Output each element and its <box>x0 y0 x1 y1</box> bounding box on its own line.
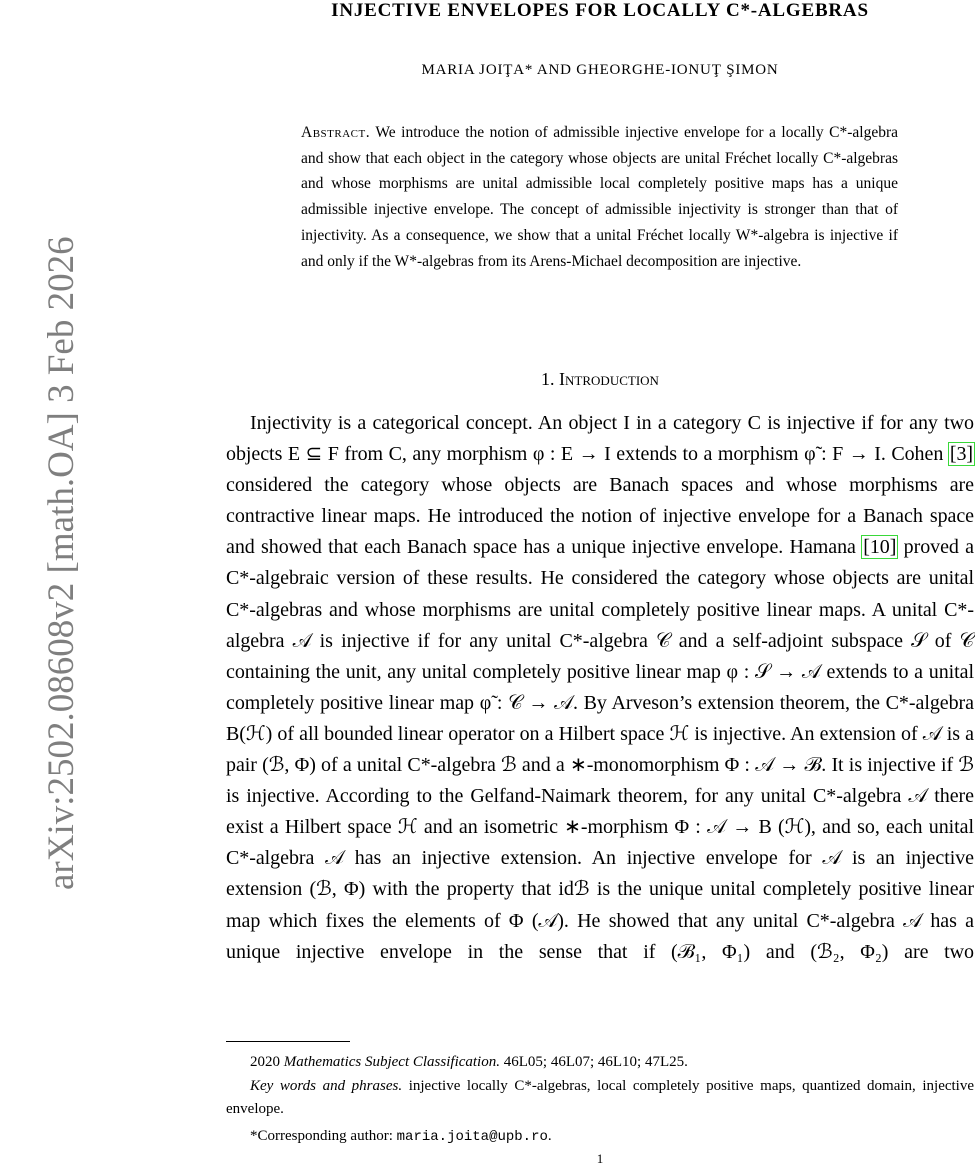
paragraph-text: considered the category whose objects are Banach spaces and whose morphisms are contractive linear maps. He introduced the notion of injective envelope for a Banach space and showed that each Banach space has a unique injective envelope. Hamana <box>226 474 974 559</box>
page-number: 1 <box>596 1151 604 1166</box>
citation-link[interactable]: [3] <box>949 443 973 466</box>
footnote-keywords <box>226 1075 974 1122</box>
keywords-label: Key words and phrases. <box>250 1077 403 1094</box>
msc-year: 2020 <box>250 1054 280 1070</box>
footnote-msc <box>226 1051 974 1075</box>
footnote-corresponding <box>226 1125 974 1150</box>
paper-title: INJECTIVE ENVELOPES FOR LOCALLY C*-ALGEBRAS <box>331 0 869 21</box>
citation-link[interactable]: [10] <box>863 536 897 559</box>
keywords-text: injective locally C*-algebras, local completely positive maps, quantized domain, injective envelope. <box>226 1077 974 1117</box>
corresponding-label: *Corresponding author: <box>250 1127 393 1144</box>
footnotes <box>226 1051 974 1149</box>
introduction-paragraph <box>226 408 974 968</box>
paragraph-text: proved a C*-algebraic version of these results. He considered the category whose objects are unital C*-algebras and whose morphisms are unital completely positive linear maps. A unital C*-algebra 𝒜 is injective if for any unital C*-algebra 𝒞 and a self-adjoint subspace 𝒮 of 𝒞 containing the unit, any unital completely positive linear map φ : 𝒮 → 𝒜 extends to a unital completely positive linear map φ̃ : 𝒞 → 𝒜. By Arveson’s extension theorem, the C*-algebra B(ℋ) of all bounded linear operator on a Hilbert space ℋ is injective. An extension of 𝒜 is a pair (ℬ, Φ) of a unital C*-algebra ℬ and a ∗-monomorphism Φ : 𝒜 → ℬ. It is injective if ℬ is injective. According to the Gelfand-Naimark theorem, for any unital C*-algebra 𝒜 there exist a Hilbert space ℋ and an isometric ∗-morphism Φ : 𝒜 → B (ℋ), and so, each unital C*-algebra 𝒜 has an injective extension. An injective envelope for 𝒜 is an injective extension (ℬ, Φ) with the property that idℬ is the unique unital completely positive linear map which fixes the elements of Φ (𝒜). He showed that any unital C*-algebra 𝒜 has a unique injective envelope in the sense that if (ℬ₁, Φ₁) and (ℬ₂, Φ₂) are two <box>226 536 975 963</box>
paper-authors: MARIA JOIŢA* AND GHEORGHE-IONUŢ ŞIMON <box>421 62 779 78</box>
arxiv-identifier: arXiv:2502.08608v2 [math.OA] 3 Feb 2026 <box>41 236 82 890</box>
author-email[interactable]: maria.joita@upb.ro <box>396 1128 548 1145</box>
section-title: Introduction <box>559 369 659 389</box>
abstract-label: Abstract. <box>301 124 371 141</box>
abstract <box>301 120 898 274</box>
footnote-rule <box>226 1041 350 1042</box>
arxiv-sidebar <box>0 130 82 890</box>
section-heading <box>226 369 974 390</box>
section-number: 1. <box>541 369 555 389</box>
msc-label: Mathematics Subject Classification. <box>283 1054 500 1070</box>
email-suffix: . <box>547 1127 552 1144</box>
paragraph-text: Injectivity is a categorical concept. An object I in a category C is injective if for any two objects E ⊆ F from C, any morphism φ : E → I extends to a morphism φ̃ : F → I. Cohen <box>226 412 974 466</box>
msc-codes: 46L05; 46L07; 46L10; 47L25. <box>503 1054 688 1070</box>
abstract-text: We introduce the notion of admissible injective envelope for a locally C*-algebra and show that each object in the category whose objects are unital Fréchet locally C*-algebras and whose morphisms are unital admissible local completely positive maps has a unique admissible injective envelope. The concept of admissible injectivity is stronger than that of injectivity. As a consequence, we show that a unital Fréchet locally W*-algebra is injective if and only if the W*-algebras from its Arens-Michael decomposition are injective. <box>301 124 898 270</box>
